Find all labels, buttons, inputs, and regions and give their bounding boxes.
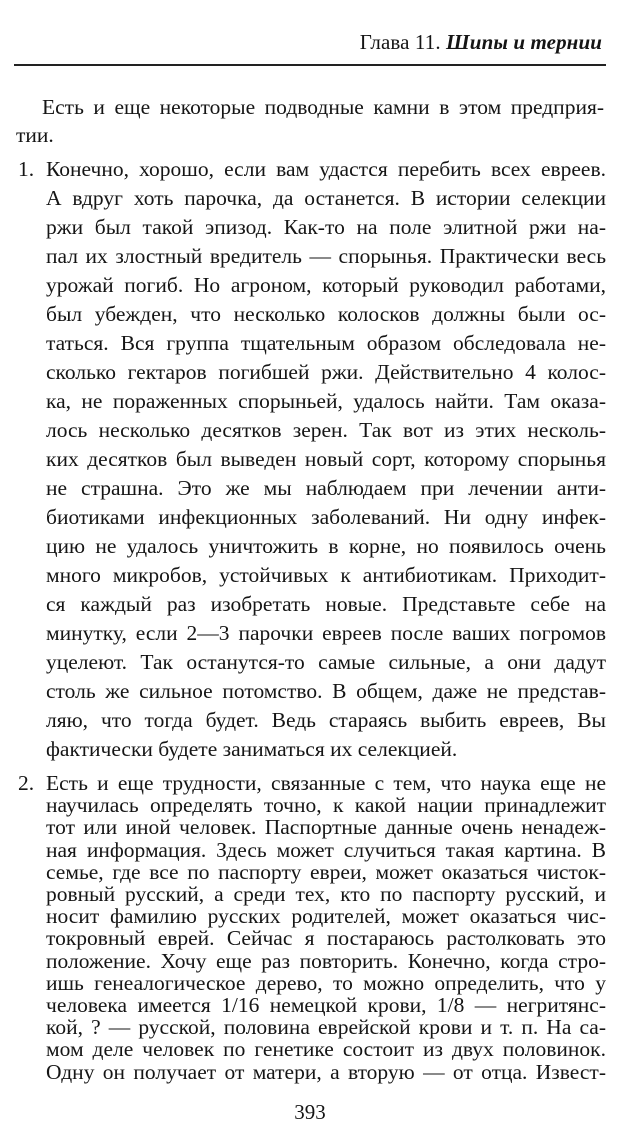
list-item-line: А вдруг хоть парочка, да останется. В истории селекции (46, 186, 606, 210)
list-item-line: пал их злостный вредитель — спорынья. Практически весь (46, 244, 606, 268)
list-item-line: научилась определять точно, к какой нации принадлежит (46, 793, 606, 818)
list-item-line: ка, не пораженных спорыньей, удалось найти. Там оказа- (46, 389, 606, 413)
running-header (360, 30, 602, 55)
list-item-line: тот или иной человек. Паспортные данные очень ненадеж- (46, 815, 606, 840)
list-item-line: семье, где все по паспорту евреи, может оказаться чисток- (46, 859, 606, 884)
list-item-line: ровный русский, а среди тех, кто по паспорту русский, и (46, 882, 606, 906)
list-item-line: таться. Вся группа тщательным образом обследовала не- (46, 331, 606, 355)
list-item-line: столь же сильное потомство. В общем, даже не представ- (46, 679, 606, 703)
list-item-line: ржи был такой эпизод. Как-то на поле элитной ржи на- (46, 215, 606, 239)
list-item-line: положение. Хочу еще раз повторить. Конечно, когда стро- (46, 948, 606, 973)
list-item-line: биотиками инфекционных заболеваний. Ни одну инфек- (46, 505, 606, 529)
list-item-line: Конечно, хорошо, если вам удастся перебить всех евреев. (46, 157, 606, 181)
list-item-line: кой, ? — русской, половина еврейской крови и т. п. На са- (46, 1015, 606, 1040)
list-item-line: ная информация. Здесь может случиться такая картина. В (46, 837, 606, 862)
list-item-line: ляю, что тогда будет. Ведь стараясь выбить евреев, Вы (46, 708, 606, 732)
list-item-line: человека имеется 1/16 немецкой крови, 1/8 — негритянс- (46, 993, 606, 1017)
list-item-line: ишь генеалогическое дерево, то можно определить, что у (46, 970, 606, 995)
list-item-line: ких десятков был выведен новый сорт, которому спорынья (46, 447, 606, 471)
list-item-line: мом деле человек по генетике состоит из двух половинок. (46, 1037, 606, 1062)
list-item-line: носит фамилию русских родителей, может оказаться чис- (46, 904, 606, 929)
list-item-line: не страшна. Это же мы наблюдаем при лечении анти- (46, 476, 606, 500)
list-item-line: токровный еврей. Сейчас я постараюсь растолковать это (46, 926, 606, 951)
list-item-number: 2. (18, 771, 35, 795)
list-item-line: сколько гектаров погибшей ржи. Действительно 4 колос- (46, 360, 606, 384)
page-number: 393 (294, 1100, 326, 1124)
list-item-line: много микробов, устойчивых к антибиотикам. Приходит- (46, 563, 606, 587)
intro-line: тии. (16, 123, 54, 147)
chapter-label: Глава 11. (359, 30, 441, 54)
list-item-line: фактически будете заниматься их селекцией. (46, 737, 458, 761)
list-item-number: 1. (18, 157, 35, 181)
list-item-line: цию не удалось уничтожить в корне, но появилось очень (46, 534, 606, 558)
list-item-line: уцелеют. Так останутся-то самые сильные, а они дадут (46, 650, 606, 674)
list-item-line: Одну он получает от матери, а вторую — от отца. Извест- (46, 1059, 606, 1084)
header-rule (14, 64, 606, 66)
list-item-line: урожай погиб. Но агроном, который руководил работами, (46, 273, 606, 297)
chapter-title: Шипы и тернии (446, 30, 602, 54)
list-item-line: ся каждый раз изобретать новые. Представьте себе на (46, 592, 606, 616)
list-item-line: Есть и еще трудности, связанные с тем, что наука еще не (46, 771, 606, 795)
list-item-line: лось несколько десятков зерен. Так вот из этих несколь- (46, 418, 606, 442)
intro-line: Есть и еще некоторые подводные камни в этом предприя- (42, 95, 604, 119)
list-item-line: был убежден, что несколько колосков должны были ос- (46, 302, 606, 326)
list-item-line: минутку, если 2—3 парочки евреев после ваших погромов (46, 621, 606, 645)
